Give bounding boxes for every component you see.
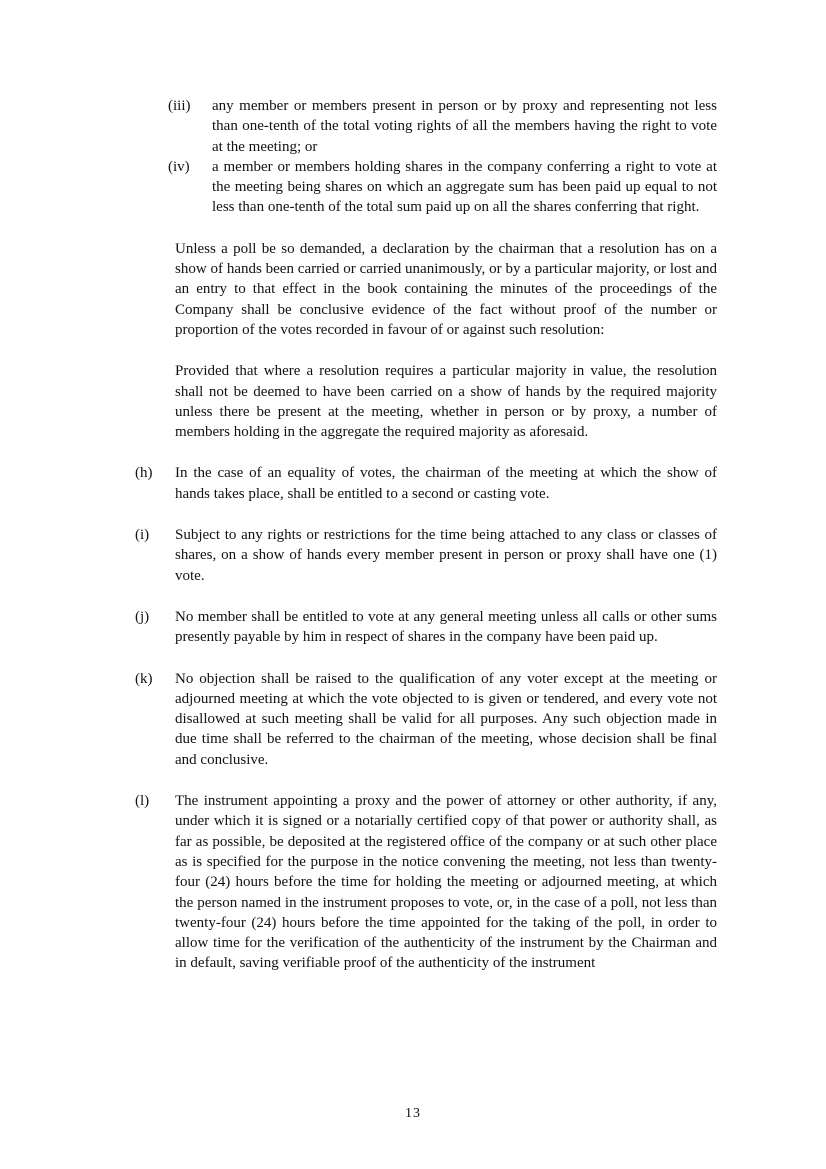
list-item-iii	[168, 96, 717, 157]
list-item-text: In the case of an equality of votes, the chairman of the meeting at which the show of hands takes place, shall be entitled to a second or casting vote.	[175, 465, 717, 502]
list-item-label: (iii)	[168, 98, 191, 114]
list-item-label: (i)	[135, 527, 150, 544]
list-item-k	[135, 669, 717, 770]
list-item-label: (l)	[135, 793, 150, 810]
page-number: 13	[405, 1106, 421, 1121]
list-item-j	[135, 607, 717, 648]
list-item-label: (j)	[135, 608, 150, 625]
list-item-h	[135, 463, 717, 504]
list-item-label: (iv)	[168, 158, 190, 175]
paragraph-unless-poll: Unless a poll be so demanded, a declaration by the chairman that a resolution has on a show of hands been carried or carried unanimously, or by a particular majority, or lost and an entry to that effect in the book containing the minutes of the proceedings of the Company shall be conclusive evidence of the fact without proof of the number or proportion of the votes recorded in favour of or against such resolution:	[175, 240, 717, 338]
list-item-label: (k)	[135, 670, 153, 687]
list-item-text: Subject to any rights or restrictions for the time being attached to any class or classes of shares, on a show of hands every member present in person or proxy shall have one (1) vote.	[175, 527, 717, 584]
document-body	[135, 96, 717, 974]
paragraph-provided-that: Provided that where a resolution requires a particular majority in value, the resolution shall not be deemed to have been carried on a show of hands by the required majority unless there be present at the meeting, whether in person or by proxy, a number of members holding in the aggregate the required majority as aforesaid.	[175, 363, 717, 441]
list-item-iv	[168, 157, 717, 218]
list-item-l	[135, 791, 717, 974]
list-item-text: a member or members holding shares in the company conferring a right to vote at the meeting being shares on which an aggregate sum has been paid up equal to not less than one-tenth of the total sum paid up on all the shares conferring that right.	[212, 158, 717, 216]
list-item-text: any member or members present in person or by proxy and representing not less than one-tenth of the total voting rights of all the members having the right to vote at the meeting; or	[212, 98, 717, 155]
list-item-label: (h)	[135, 465, 153, 482]
list-item-i	[135, 525, 717, 586]
list-item-text: The instrument appointing a proxy and the power of attorney or other authority, if any, under which it is signed or a notarially certified copy of that power or authority shall, as far as possible, be deposited at the registered office of the company or at such other place as is specified for the purpose in the notice convening the meeting, not less than twenty-four (24) hours before the time for holding the meeting or adjourned meeting, at which the person named in the instrument proposes to vote, or, in the case of a poll, not less than twenty-four (24) hours before the time appointed for the taking of the poll, in order to allow time for the verification of the authenticity of the instrument by the Chairman and in default, saving verifiable proof of the authenticity of the instrument	[175, 793, 717, 972]
list-item-text: No objection shall be raised to the qualification of any voter except at the meeting or adjourned meeting at which the vote objected to is given or tendered, and every vote not disallowed at such meeting shall be valid for all purposes. Any such objection made in due time shall be referred to the chairman of the meeting, whose decision shall be final and conclusive.	[175, 670, 717, 768]
list-item-text: No member shall be entitled to vote at any general meeting unless all calls or other sums presently payable by him in respect of shares in the company have been paid up.	[175, 608, 717, 646]
